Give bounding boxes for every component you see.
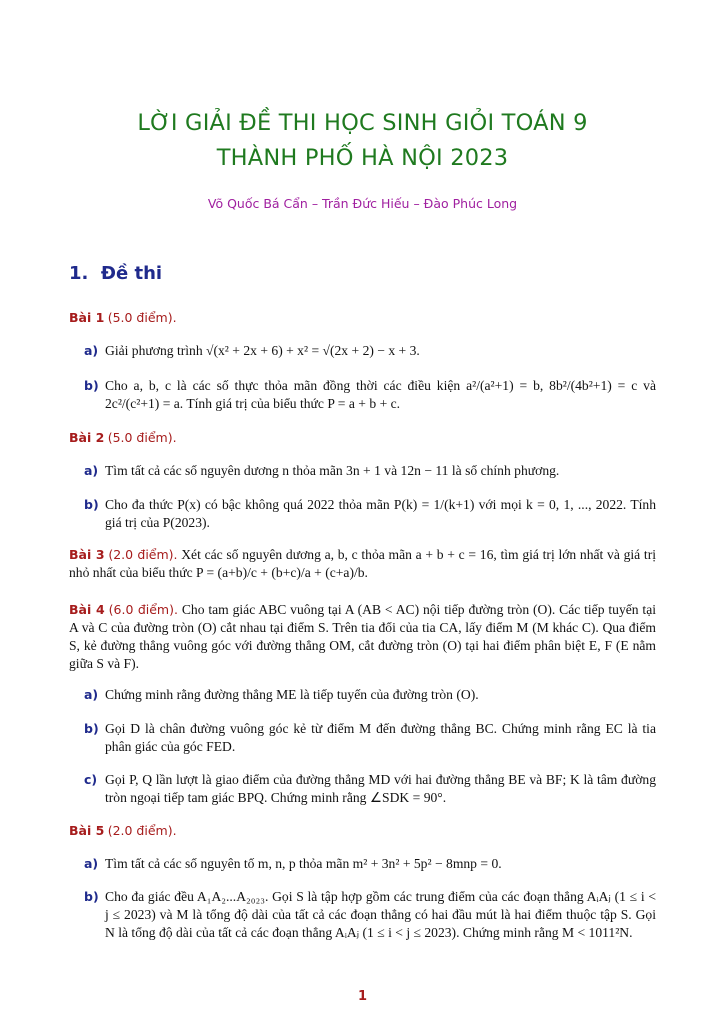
problem-4a: [84, 686, 656, 704]
problem-1a: [84, 342, 656, 360]
problem-title: Bài 2: [69, 430, 105, 445]
section-heading: [69, 263, 162, 284]
problem-4: [69, 601, 656, 673]
problem-1b: [84, 377, 656, 413]
problem-points: (5.0 điểm).: [107, 430, 177, 445]
item-label: a): [84, 856, 99, 871]
problem-title: Bài 5: [69, 823, 105, 838]
item-text: Cho đa giác đều A₁A₂...A₂₀₂₃. Gọi S là tập hợp gồm các trung điểm của các đoạn thẳng AᵢAⱼ (1 ≤ i < j ≤ 2023) và M là tổng độ dài của tất cả các đoạn thẳng có hai đầu mút là hai điểm thuộc tập S. Gọi N là tổng độ dài của tất cả các đoạn thẳng AᵢAⱼ (1 ≤ i < j ≤ 2023). Chứng minh rằng M < 1011²N.: [105, 889, 656, 940]
item-label: a): [84, 343, 99, 358]
problem-3: [69, 546, 656, 582]
problem-2-heading: [69, 429, 656, 447]
item-label: b): [84, 378, 99, 393]
problem-2a: [84, 462, 656, 480]
item-text: Tìm tất cả các số nguyên tố m, n, p thỏa mãn m² + 3n² + 5p² − 8mnp = 0.: [105, 856, 502, 871]
problem-title: Bài 3: [69, 547, 105, 562]
problem-points: (6.0 điểm).: [108, 602, 178, 617]
authors: Võ Quốc Bá Cẩn – Trần Đức Hiếu – Đào Phúc Long: [207, 196, 518, 211]
item-text: Cho a, b, c là các số thực thỏa mãn đồng thời các điều kiện a²/(a²+1) = b, 8b²/(4b²+1) = c và 2c²/(c²+1) = a. Tính giá trị của biểu thức P = a + b + c.: [105, 378, 656, 411]
item-text: Gọi P, Q lần lượt là giao điểm của đường thẳng MD với hai đường thẳng BE và BF; K là tâm đường tròn ngoại tiếp tam giác BPQ. Chứng minh rằng ∠SDK = 90°.: [105, 772, 656, 805]
document-title-line-1: LỜI GIẢI ĐỀ THI HỌC SINH GIỎI TOÁN 9: [137, 110, 588, 136]
problem-title: Bài 1: [69, 310, 105, 325]
problem-5-heading: [69, 822, 656, 840]
problem-points: (2.0 điểm).: [108, 547, 178, 562]
section-number: 1.: [69, 263, 89, 284]
item-text: Chứng minh rằng đường thẳng ME là tiếp tuyến của đường tròn (O).: [105, 687, 479, 702]
item-label: b): [84, 721, 99, 736]
item-label: a): [84, 463, 99, 478]
problem-title: Bài 4: [69, 602, 105, 617]
section-title: Đề thi: [100, 263, 163, 284]
item-label: a): [84, 687, 99, 702]
problem-2b: [84, 496, 656, 532]
item-label: c): [84, 772, 98, 787]
item-text: Gọi D là chân đường vuông góc kẻ từ điểm M đến đường thẳng BC. Chứng minh rằng EC là tia phân giác của góc FED.: [105, 721, 656, 754]
problem-4c: [84, 771, 656, 807]
problem-5a: [84, 855, 656, 873]
problem-5b: [84, 888, 656, 942]
problem-text: Xét các số nguyên dương a, b, c thỏa mãn a + b + c = 16, tìm giá trị lớn nhất và giá trị nhỏ nhất của biểu thức P = (a+b)/c + (b+c)/a + (c+a)/b.: [69, 547, 656, 580]
item-text: Giải phương trình √(x² + 2x + 6) + x² = √(2x + 2) − x + 3.: [105, 343, 420, 358]
problem-text: Cho tam giác ABC vuông tại A (AB < AC) nội tiếp đường tròn (O). Các tiếp tuyến tại A và C của đường tròn (O) cắt nhau tại điểm S. Trên tia đối của tia CA, lấy điểm M (M khác C). Qua điểm S, kẻ đường thẳng vuông góc với đường thẳng OM, cắt đường tròn (O) tại hai điểm phân biệt E, F (E nằm giữa S và F).: [69, 602, 657, 671]
document-title-line-2: THÀNH PHỐ HÀ NỘI 2023: [216, 145, 509, 171]
problem-4b: [84, 720, 656, 756]
page-number: 1: [357, 989, 368, 1004]
problem-1-heading: [69, 309, 656, 327]
item-label: b): [84, 497, 99, 512]
problem-points: (5.0 điểm).: [107, 310, 177, 325]
item-text: Cho đa thức P(x) có bậc không quá 2022 thỏa mãn P(k) = 1/(k+1) với mọi k = 0, 1, ..., 2022. Tính giá trị của P(2023).: [105, 497, 656, 530]
problem-points: (2.0 điểm).: [107, 823, 177, 838]
item-text: Tìm tất cả các số nguyên dương n thỏa mãn 3n + 1 và 12n − 11 là số chính phương.: [105, 463, 560, 478]
item-label: b): [84, 889, 99, 904]
